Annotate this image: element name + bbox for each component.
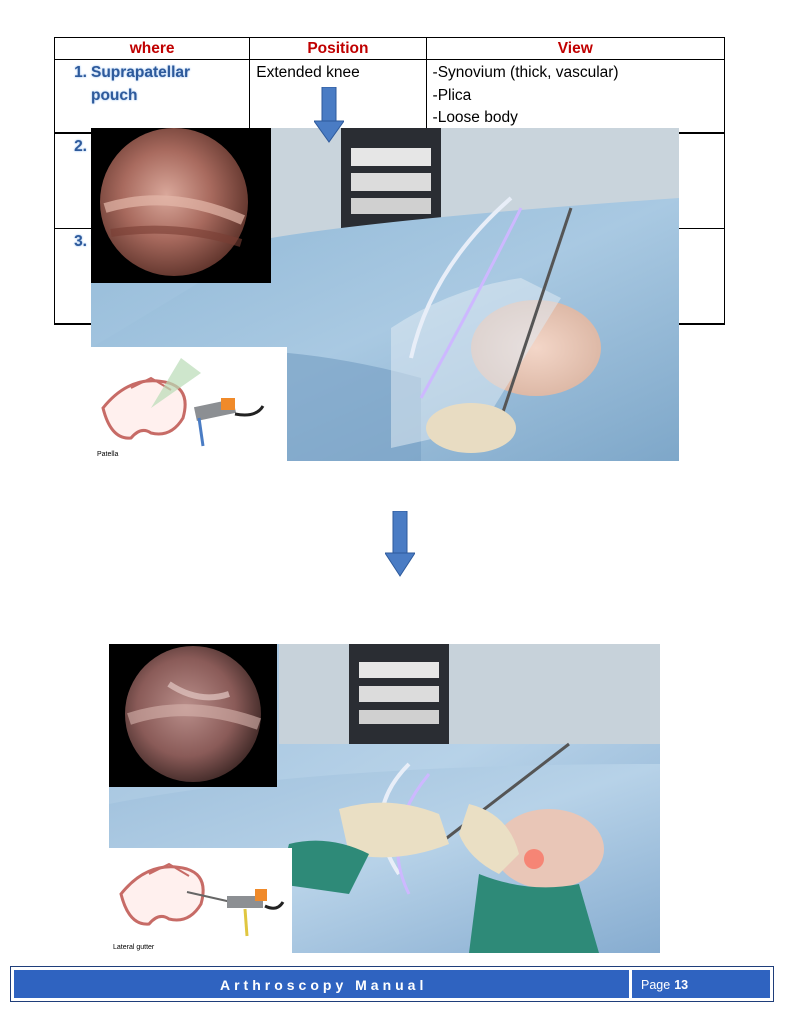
arrow-down-icon [385,511,415,577]
table-row [55,60,725,133]
view-cell [426,60,724,133]
location-label: Suprapatellar [91,64,191,81]
figure-arthroscopy-suprapatellar [91,128,679,461]
location-label: pouch [91,86,138,104]
position-text: Extended knee [256,64,360,81]
location-cell [55,60,250,133]
page-footer [10,966,774,1002]
figure-arthroscopy-lateral-gutter [109,644,660,953]
surgical-photo [109,644,660,953]
inset-caption: Patella [97,451,119,458]
surgical-photo [91,128,679,461]
view-text: -Loose body [432,109,518,126]
page-number: Page 13 [641,978,689,992]
header-where: where [55,38,250,60]
row-number: 1. [74,64,87,81]
row-number: 3. [74,232,87,250]
view-text: -Plica [432,86,472,104]
header-view: View [426,38,724,60]
arrow-down-icon [314,87,344,143]
table-header-row [55,38,725,60]
header-position: Position [250,38,426,60]
view-text: -Synovium (thick, vascular) [432,64,619,81]
footer-title: Arthroscopy Manual [220,977,428,993]
inset-caption: Lateral gutter [113,944,155,951]
row-number: 2. [74,137,87,155]
